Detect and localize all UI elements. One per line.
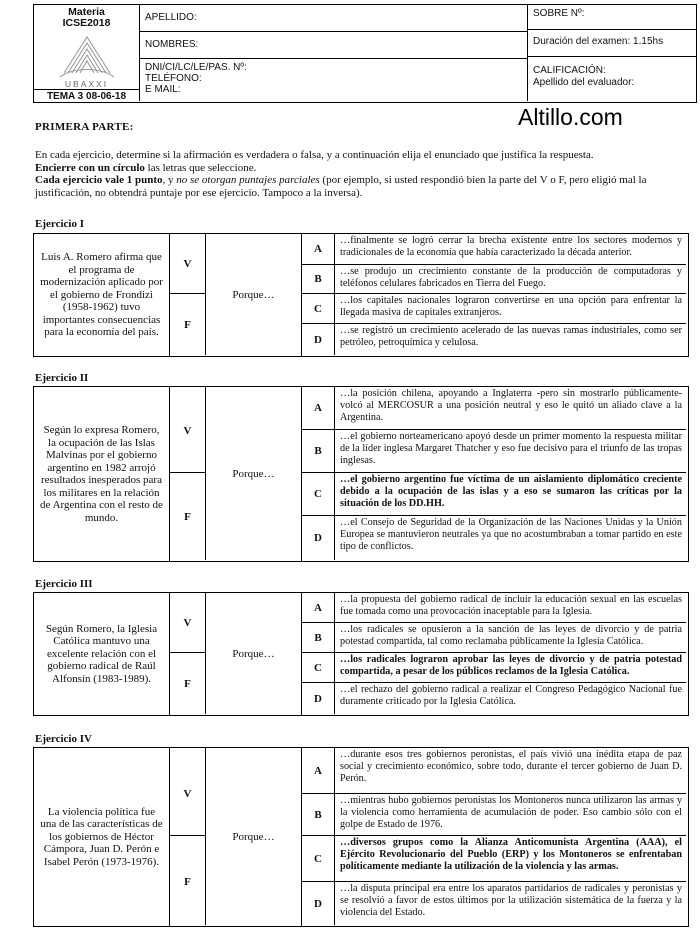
exercise-title: Ejercicio I — [35, 218, 84, 230]
option-row[interactable]: A …la posición chilena, apoyando a Inglaterra -pero sin mostrarlo públicamente- volcó al MERCOSUR a una posición neutral y eso le quitó un aliado clave a la Argentina. — [302, 387, 686, 430]
exercise-statement: La violencia política fue una de las características de los gobiernos de Héctor Cámpora, Juan D. Perón e Isabel Perón (1973-1976). — [34, 748, 170, 926]
option-row[interactable]: C …los capitales nacionales lograron convertirse en una opción para enfrentar la llegada masiva de capitales extranjeros. — [302, 294, 686, 324]
option-row[interactable]: B …el gobierno norteamericano apoyó desde un primer momento la respuesta militar de la líder inglesa Margaret Thatcher y eso fue decisivo para el triunfo de las tropas inglesas. — [302, 430, 686, 473]
watermark: Altillo.com — [518, 104, 623, 130]
porque-label: Porque… — [206, 593, 302, 715]
option-row[interactable]: D …el Consejo de Seguridad de la Organización de las Naciones Unidas y la Unión Europea se mantuvieron neutrales ya que no acostumbraban a tomar partido en este tipo de conflictos. — [302, 516, 686, 560]
false-option[interactable]: F — [170, 473, 206, 560]
option-row[interactable]: D …el rechazo del gobierno radical a realizar el Congreso Pedagógico Nacional fue duramente criticado por la Iglesia Católica. — [302, 683, 686, 714]
option-row[interactable]: A …finalmente se logró cerrar la brecha existente entre los sectores modernos y tradicionales de la economía que había caracterizado la década anterior. — [302, 234, 686, 265]
option-row[interactable]: B …se produjo un crecimiento constante de la producción de computadoras y teléfonos celulares fabricados en Tierra del Fuego. — [302, 265, 686, 294]
dni-label: DNI/CI/LC/LE/PAS. Nº: — [145, 62, 247, 73]
porque-label: Porque… — [206, 234, 302, 356]
exercise-box — [33, 386, 689, 562]
exercise-statement: Luis A. Romero afirma que el programa de modernización aplicado por el gobierno de Frondizi (1958-1962) tuvo importantes consecuencias para la economía del país. — [34, 234, 170, 356]
false-option[interactable]: F — [170, 653, 206, 714]
exercise-box — [33, 233, 689, 357]
option-row[interactable]: B …mientras hubo gobiernos peronistas los Montoneros nunca utilizaron las armas y la violencia como herramienta de acumulación de poder. Eso cambio sólo con el golpe de Estado de 1976. — [302, 794, 686, 836]
section-title: PRIMERA PARTE: — [35, 121, 134, 133]
logo-text: UBAXXI — [64, 79, 109, 89]
exercise-title: Ejercicio II — [35, 372, 89, 384]
exercise-title: Ejercicio IV — [35, 733, 92, 745]
apellido-field[interactable]: APELLIDO: — [140, 5, 527, 32]
false-option[interactable]: F — [170, 836, 206, 925]
exercise-box — [33, 592, 689, 716]
exercise-box — [33, 747, 689, 927]
contact-field[interactable] — [140, 59, 527, 101]
instructions: En cada ejercicio, determine si la afirmación es verdadera o falsa, y a continuación elija el enunciado que justifica la respuesta. Encierre con un círculo las letras que seleccione. Cada ejercicio vale 1 punto, y no se otorgan puntajes parciales (por ejemplo, si usted respondió bien la parte del V o F, pero eligió mal la justificación, no obtendrá puntaje por ese ejercicio. Tampoco a la inversa). — [35, 149, 647, 199]
option-row[interactable]: C …el gobierno argentino fue víctima de un aislamiento diplomático creciente debido a la ocupación de las islas y a eso se sumaron las críticas por la situación de los DD.HH. — [302, 473, 686, 516]
option-row[interactable]: B …los radicales se opusieron a la sanción de las leyes de divorcio y de patria potestad compartida, tal como reclamaba públicamente la Iglesia Católica. — [302, 623, 686, 653]
true-option[interactable]: V — [170, 748, 206, 836]
exam-header — [33, 4, 697, 103]
option-row[interactable]: A …durante esos tres gobiernos peronistas, el país vivió una inédita etapa de paz social y crecimiento económico, sobre todo, durante el tercer gobierno de Juan D. Perón. — [302, 748, 686, 794]
option-row[interactable]: C …diversos grupos como la Alianza Anticomunista Argentina (AAA), el Ejército Revolucionario del Pueblo (ERP) y los Montoneros se enfrentaban políticamente mediante la utilización de la violencia y las armas. — [302, 836, 686, 882]
false-option[interactable]: F — [170, 294, 206, 355]
true-option[interactable]: V — [170, 387, 206, 473]
calificacion-field: CALIFICACIÓN: Apellido del evaluador: — [533, 65, 635, 88]
duration-label: Duración del examen: 1.15hs — [528, 30, 697, 57]
subject-cell — [34, 5, 140, 101]
nombres-field[interactable]: NOMBRES: — [140, 32, 527, 59]
subject-label: Materia ICSE2018 — [62, 6, 111, 29]
exercise-statement: Según lo expresa Romero, la ocupación de las Islas Malvinas por el gobierno argentino en 1982 arrojó resultados inesperados para los militares en la relación de Argentina con el resto de mundo. — [34, 387, 170, 561]
option-row[interactable]: C …los radicales lograron aprobar las leyes de divorcio y de patria potestad compartida, a pesar de los públicos reclamos de la Iglesia Católica. — [302, 653, 686, 683]
true-option[interactable]: V — [170, 593, 206, 653]
option-row[interactable]: A …la propuesta del gobierno radical de incluir la educación sexual en las escuelas fue tomada como una provocación inaceptable para la Iglesia. — [302, 593, 686, 623]
sobre-field[interactable]: SOBRE Nº: — [528, 5, 697, 30]
option-row[interactable]: D …la disputa principal era entre los aparatos partidarios de radicales y peronistas y se resolvió a favor de estos últimos por la utilización sistemática de la fuerza y la violencia del Estado. — [302, 882, 686, 925]
option-row[interactable]: D …se registró un crecimiento acelerado de las nuevas ramas industriales, como ser petróleo, petroquímica y celulosa. — [302, 324, 686, 355]
porque-label: Porque… — [206, 748, 302, 926]
ubaxxi-logo-icon — [58, 33, 116, 81]
telefono-label: TELÉFONO: — [145, 73, 202, 84]
tema-label: TEMA 3 08-06-18 — [34, 89, 139, 102]
true-option[interactable]: V — [170, 234, 206, 294]
email-label: E MAIL: — [145, 84, 181, 95]
exercise-title: Ejercicio III — [35, 578, 93, 590]
grading-cell — [527, 5, 697, 101]
exercise-statement: Según Romero, la Iglesia Católica mantuvo una excelente relación con el gobierno radical de Raúl Alfonsín (1983-1989). — [34, 593, 170, 715]
porque-label: Porque… — [206, 387, 302, 561]
